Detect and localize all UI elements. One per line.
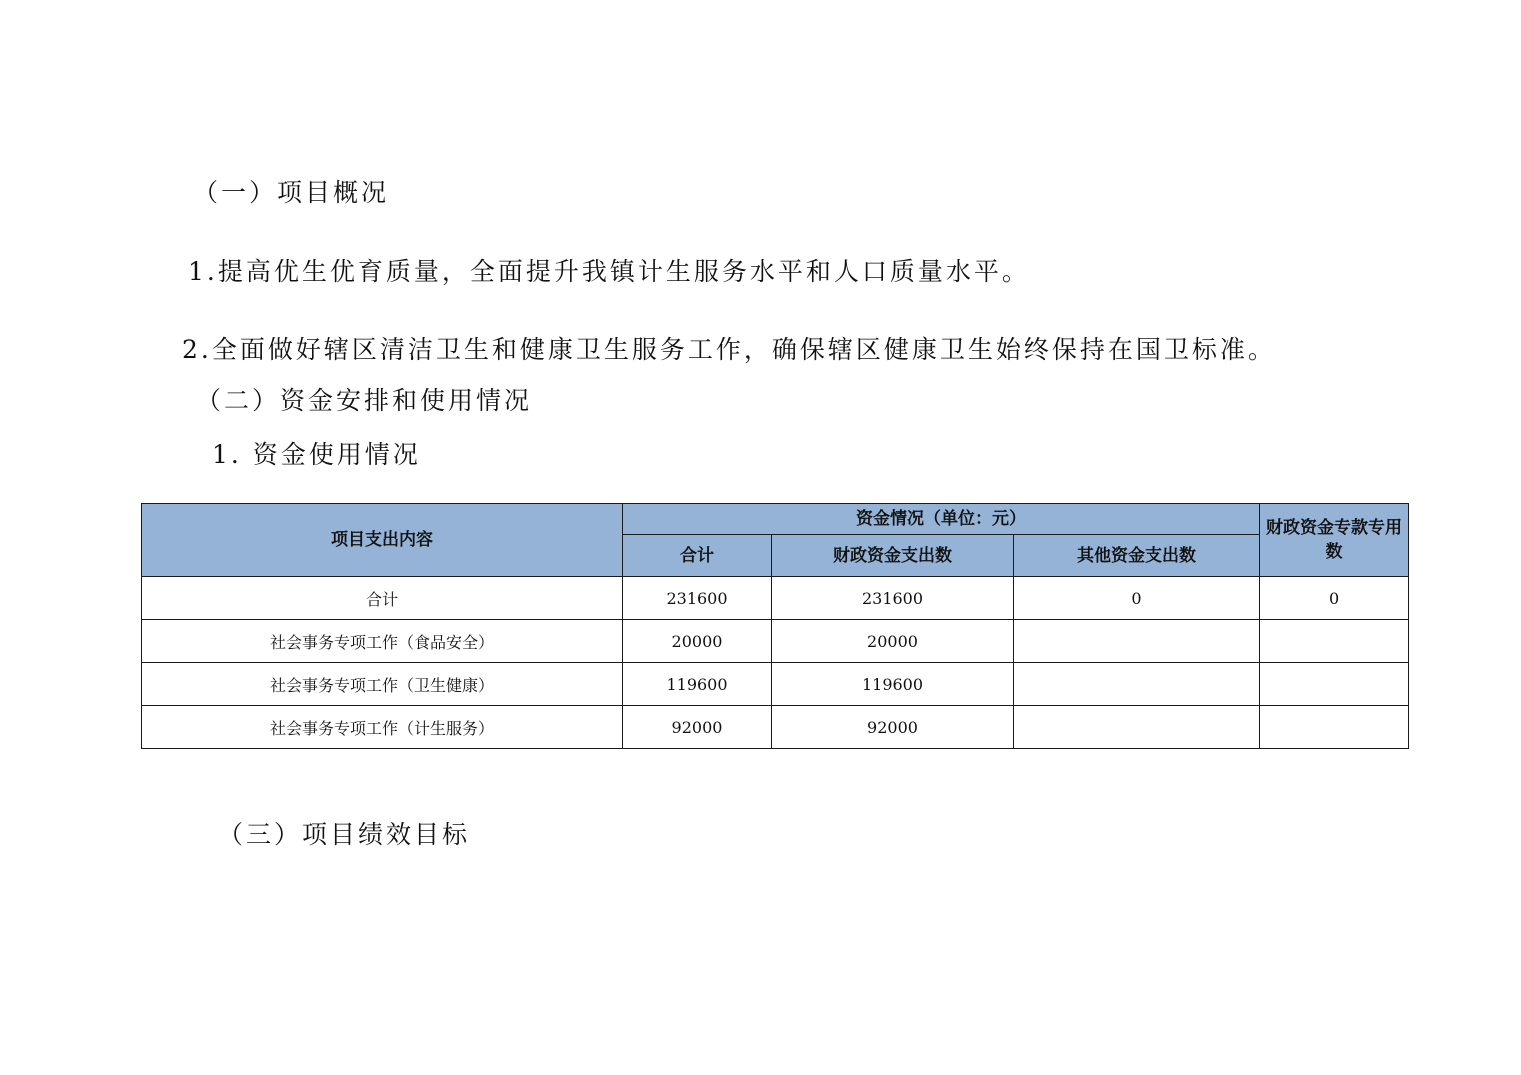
section-heading-funding: （二）资金安排和使用情况: [196, 386, 533, 415]
cell-item: 社会事务专项工作（计生服务）: [142, 706, 623, 749]
cell-special: 0: [1260, 577, 1409, 620]
cell-other: [1014, 706, 1260, 749]
subheading-fund-usage: 1. 资金使用情况: [212, 440, 421, 469]
cell-fiscal: 20000: [772, 620, 1014, 663]
header-fiscal: 财政资金支出数: [772, 535, 1014, 577]
cell-total: 231600: [623, 577, 772, 620]
cell-total: 119600: [623, 663, 772, 706]
header-other: 其他资金支出数: [1014, 535, 1260, 577]
paragraph-goal-2: 2.全面做好辖区清洁卫生和健康卫生服务工作，确保辖区健康卫生始终保持在国卫标准。: [182, 335, 1276, 364]
section-heading-overview: （一）项目概况: [193, 178, 390, 207]
cell-total: 20000: [623, 620, 772, 663]
header-special-funds: 财政资金专款专用数: [1260, 504, 1409, 577]
paragraph-goal-1: 1.提高优生优育质量，全面提升我镇计生服务水平和人口质量水平。: [188, 257, 1030, 286]
cell-special: [1260, 706, 1409, 749]
table-row: [142, 620, 1409, 663]
cell-item: 社会事务专项工作（食品安全）: [142, 620, 623, 663]
cell-total: 92000: [623, 706, 772, 749]
cell-other: [1014, 620, 1260, 663]
header-total: 合计: [623, 535, 772, 577]
table-row: [142, 706, 1409, 749]
table-row: [142, 577, 1409, 620]
cell-item: 社会事务专项工作（卫生健康）: [142, 663, 623, 706]
header-funds-group: 资金情况（单位：元）: [623, 504, 1260, 535]
header-item: 项目支出内容: [142, 504, 623, 577]
table-row: [142, 663, 1409, 706]
cell-item: 合计: [142, 577, 623, 620]
cell-fiscal: 231600: [772, 577, 1014, 620]
cell-special: [1260, 663, 1409, 706]
cell-other: [1014, 663, 1260, 706]
section-heading-performance: （三）项目绩效目标: [218, 820, 471, 849]
cell-fiscal: 92000: [772, 706, 1014, 749]
cell-special: [1260, 620, 1409, 663]
cell-other: 0: [1014, 577, 1260, 620]
fund-usage-table: [141, 503, 1409, 749]
cell-fiscal: 119600: [772, 663, 1014, 706]
